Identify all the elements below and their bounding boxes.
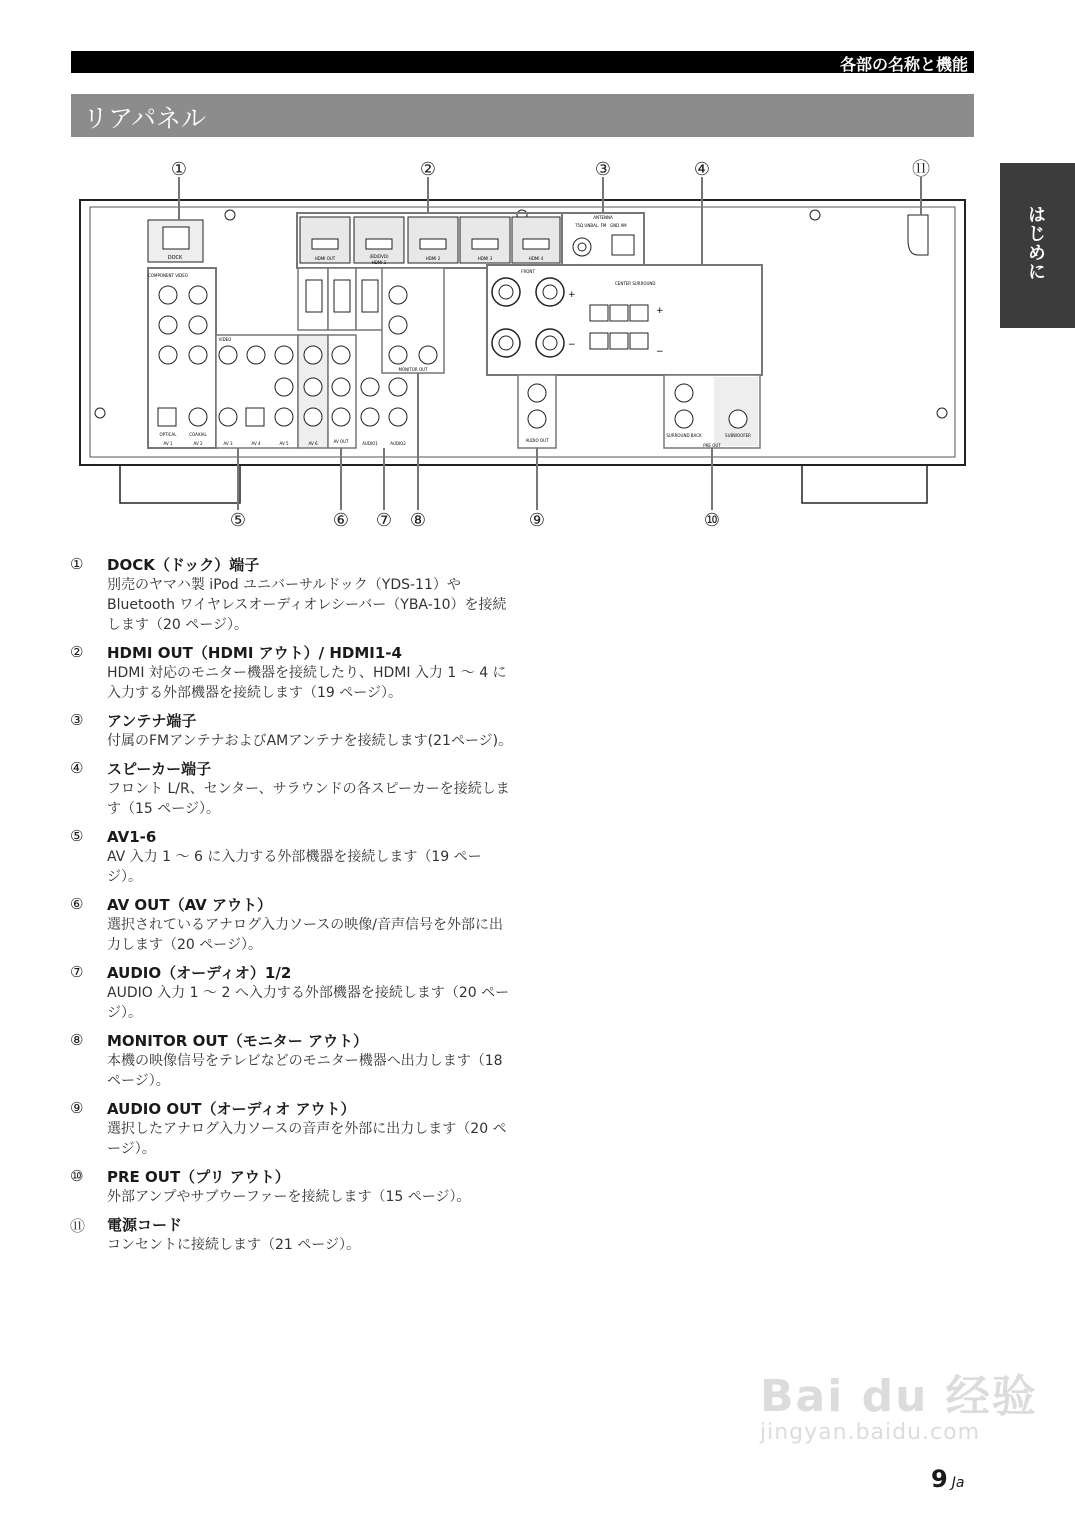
hdmi-out-label: HDMI OUT — [314, 256, 336, 261]
item-description: 選択したアナログ入力ソースの音声を外部に出力します（20 ページ）。 — [107, 1121, 507, 1157]
svg-text:−: − — [568, 340, 576, 350]
item-number: ⑪ — [70, 1217, 86, 1235]
subwoofer-label: SUBWOOFER — [725, 433, 751, 438]
component-video-label: COMPONENT VIDEO — [148, 273, 188, 278]
parts-description-list — [70, 555, 515, 1263]
item-number: ⑨ — [70, 1099, 84, 1117]
page-lang: Ja — [951, 1475, 965, 1491]
item-title: PRE OUT（プリ アウト） — [107, 1168, 290, 1186]
item-description: 別売のヤマハ製 iPod ユニバーサルドック（YDS-11）や Bluetooth ワイヤレスオーディオレシーバー（YBA-10）を接続します（20 ページ）。 — [107, 577, 507, 633]
av1-label: AV 1 — [163, 441, 173, 446]
item-number: ⑩ — [70, 1167, 84, 1185]
item-number: ① — [70, 555, 84, 573]
callout-1: ① — [170, 159, 188, 180]
page-heading: リアパネル — [83, 104, 207, 133]
callout-6: ⑥ — [332, 510, 350, 531]
item-description: AUDIO 入力 1 〜 2 へ入力する外部機器を接続します（20 ページ）。 — [107, 985, 510, 1021]
chapter-side-tab — [1000, 163, 1075, 328]
item-description: AV 入力 1 〜 6 に入力する外部機器を接続します（19 ページ）。 — [107, 849, 482, 885]
dock-label: DOCK — [167, 255, 183, 261]
item-title: アンテナ端子 — [107, 712, 197, 730]
av5-label: AV 5 — [279, 441, 289, 446]
item-title: MONITOR OUT（モニター アウト） — [107, 1032, 368, 1050]
av2-label: AV 2 — [193, 441, 203, 446]
list-item — [70, 555, 515, 635]
item-description: 選択されているアナログ入力ソースの映像/音声信号を外部に出力します（20 ページ）。 — [107, 917, 504, 953]
item-description: 外部アンプやサブウーファーを接続します（15 ページ）。 — [107, 1189, 471, 1205]
power-cord — [908, 215, 928, 255]
item-title: AV1-6 — [107, 828, 157, 846]
item-number: ⑤ — [70, 827, 84, 845]
item-title: AV OUT（AV アウト） — [107, 896, 273, 914]
watermark-logo-text: Bai du 经验 — [760, 1371, 1038, 1422]
hdmi4-label: HDMI 4 — [528, 256, 544, 261]
av3-label: AV 3 — [223, 441, 233, 446]
optical-label: OPTICAL — [159, 432, 177, 437]
hdmi1-label: HDMI 1 — [371, 260, 387, 265]
callout-10: ⑩ — [703, 510, 721, 531]
page-number-value: 9 — [931, 1465, 948, 1493]
center-surround-label: CENTER SURROUND — [615, 281, 656, 286]
item-description: 付属のFMアンテナおよびAMアンテナを接続します(21ページ)。 — [107, 733, 513, 749]
item-description: HDMI 対応のモニター機器を接続したり、HDMI 入力 1 〜 4 に入力する外部機器を接続します（19 ページ）。 — [107, 665, 507, 701]
item-number: ⑥ — [70, 895, 84, 913]
item-number: ⑦ — [70, 963, 84, 981]
hdmi3-label: HDMI 3 — [477, 256, 493, 261]
list-item — [70, 963, 515, 1023]
item-description: フロント L/R、センター、サラウンドの各スピーカーを接続します（15 ページ）。 — [107, 781, 510, 817]
hdmi1-sub-label: (BD/DVD) — [369, 254, 389, 259]
item-number: ③ — [70, 711, 84, 729]
list-item — [70, 1215, 515, 1255]
list-item — [70, 1099, 515, 1159]
page-heading-bar — [71, 94, 974, 137]
list-item — [70, 711, 515, 751]
monitor-out-label: MONITOR OUT — [398, 367, 428, 372]
callout-8: ⑧ — [409, 510, 427, 531]
item-title: HDMI OUT（HDMI アウト）/ HDMI1-4 — [107, 644, 402, 662]
watermark-url: jingyan.baidu.com — [760, 1420, 981, 1445]
item-title: 電源コード — [107, 1216, 183, 1234]
video-label: VIDEO — [218, 337, 232, 342]
audio-out-label: AUDIO OUT — [525, 438, 549, 443]
coaxial-label: COAXIAL — [189, 432, 207, 437]
item-title: AUDIO OUT（オーディオ アウト） — [107, 1100, 356, 1118]
list-item — [70, 1031, 515, 1091]
list-item — [70, 827, 515, 887]
section-header-bar — [71, 51, 974, 73]
item-description: コンセントに接続します（21 ページ）。 — [107, 1237, 360, 1253]
callout-3: ③ — [594, 159, 612, 180]
page-number — [931, 1465, 964, 1493]
callout-11: ⑪ — [912, 159, 930, 180]
svg-text:+: + — [656, 306, 664, 316]
callout-7: ⑦ — [375, 510, 393, 531]
item-number: ⑧ — [70, 1031, 84, 1049]
list-item — [70, 895, 515, 955]
callout-4: ④ — [693, 159, 711, 180]
item-number: ④ — [70, 759, 84, 777]
av-out-label: AV OUT — [333, 439, 349, 444]
svg-text:−: − — [656, 347, 664, 357]
pre-out-label: PRE OUT — [703, 443, 721, 448]
item-title: AUDIO（オーディオ）1/2 — [107, 964, 292, 982]
list-item — [70, 643, 515, 703]
section-title: 各部の名称と機能 — [839, 55, 968, 74]
list-item — [70, 759, 515, 819]
rear-panel-diagram — [70, 155, 970, 535]
antenna-label: ANTENNA — [593, 215, 613, 220]
fm-label: 75Ω UNBAL. FM — [575, 223, 607, 228]
av4-label: AV 4 — [251, 441, 261, 446]
callout-5: ⑤ — [229, 510, 247, 531]
svg-text:+: + — [568, 290, 576, 300]
audio1-label: AUDIO1 — [362, 441, 378, 446]
list-item — [70, 1167, 515, 1207]
baidu-watermark — [760, 1360, 1038, 1445]
surround-back-label: SURROUND BACK — [666, 433, 702, 438]
item-description: 本機の映像信号をテレビなどのモニター機器へ出力します（18 ページ）。 — [107, 1053, 503, 1089]
av6-label: AV 6 — [308, 441, 318, 446]
callout-2: ② — [419, 159, 437, 180]
callout-9: ⑨ — [528, 510, 546, 531]
item-number: ② — [70, 643, 84, 661]
hdmi2-label: HDMI 2 — [425, 256, 441, 261]
gnd-am-label: GND AM — [610, 223, 627, 228]
audio2-label: AUDIO2 — [390, 441, 406, 446]
item-title: スピーカー端子 — [107, 760, 212, 778]
front-label: FRONT — [521, 269, 535, 274]
side-tab-label: はじめに — [1025, 205, 1046, 281]
item-title: DOCK（ドック）端子 — [107, 556, 260, 574]
